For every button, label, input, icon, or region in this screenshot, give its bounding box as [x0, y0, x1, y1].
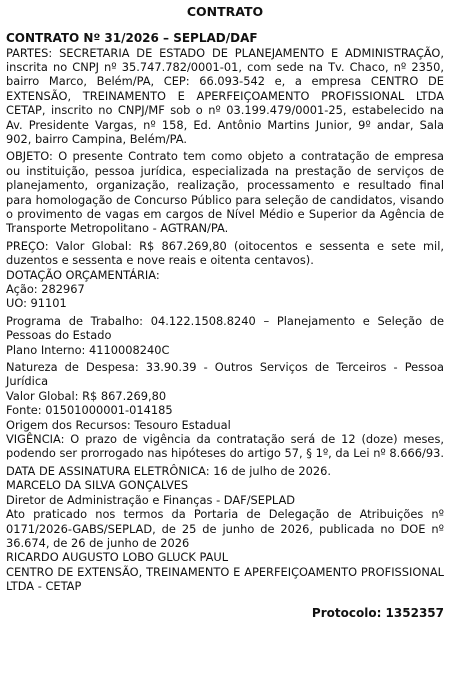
validity-paragraph: VIGÊNCIA: O prazo de vigência da contratação será de 12 (doze) meses, podendo ser prorrogado nas hipóteses do artigo 57, § 1º, da Lei nº 8.666/93.	[6, 432, 444, 461]
signatory-2-name: RICARDO AUGUSTO LOBO GLUCK PAUL	[6, 550, 229, 565]
budget-internal-plan: Plano Interno: 4110008240C	[6, 342, 170, 357]
signatory-1-name: MARCELO DA SILVA GONÇALVES	[6, 478, 189, 493]
signature-date: DATA DE ASSINATURA ELETRÔNICA: 16 de julho de 2026.	[6, 463, 332, 478]
budget-global-value: Valor Global: R$ 867.269,80	[6, 388, 167, 403]
parties-paragraph: PARTES: SECRETARIA DE ESTADO DE PLANEJAMENTO E ADMINISTRAÇÃO, inscrita no CNPJ nº 35.747.782/0001-01, com sede na Tv. Chaco, nº 2350, bairro Marco, Belém/PA, CEP: 66.093-542 e, a empresa CENTRO DE EXTENSÃO, TREINAMENTO E APERFEIÇOAMENTO PROFISSIONAL LTDA CETAP, inscrito no CNPJ/MF sob o nº 03.199.479/0001-25, estabelecido na Av. Presidente Vargas, nº 158, Ed. Antônio Martins Junior, 9º andar, Sala 902, bairro Campina, Belém/PA.	[6, 45, 444, 146]
budget-program: Programa de Trabalho: 04.122.1508.8240 – Planejamento e Seleção de Pessoas do Estado	[6, 313, 444, 343]
budget-expense-nature: Natureza de Despesa: 33.90.39 - Outros Serviços de Terceiros - Pessoa Jurídica	[6, 360, 444, 389]
budget-action: Ação: 282967	[6, 282, 85, 296]
contract-title: CONTRATO Nº 31/2026 – SEPLAD/DAF	[6, 31, 258, 45]
section-heading: CONTRATO	[186, 4, 264, 19]
budget-title: DOTAÇÃO ORÇAMENTÁRIA:	[6, 267, 160, 282]
price-paragraph: PREÇO: Valor Global: R$ 867.269,80 (oitocentos e sessenta e sete mil, duzentos e sessenta e nove reais e oitenta centavos).	[6, 238, 444, 268]
signatory-1	[6, 478, 444, 550]
budget-resource-origin: Origem dos Recursos: Tesouro Estadual	[6, 417, 231, 432]
budget-uo: UO: 91101	[6, 296, 67, 311]
signatory-2-company: CENTRO DE EXTENSÃO, TREINAMENTO E APERFEIÇOAMENTO PROFISSIONAL LTDA - CETAP	[6, 564, 444, 594]
protocol-number: Protocolo: 1352357	[311, 605, 444, 620]
signatory-2	[6, 550, 444, 593]
object-paragraph: OBJETO: O presente Contrato tem como objeto a contratação de empresa ou instituição, pessoa jurídica, especializada na prestação de serviços de planejamento, organização, realização, processamento e resultado final para homologação de Concurso Público para seleção de candidatos, visando o provimento de vagas em cargos de Nível Médio e Superior da Agência de Transporte Metropolitano - AGTRAN/PA.	[6, 149, 444, 236]
budget-section	[6, 268, 444, 432]
signatory-1-act: Ato praticado nos termos da Portaria de Delegação de Atribuições nº 0171/2026-GABS/SEPLAD, de 25 de junho de 2026, publicada no DOE nº 36.674, de 26 de junho de 2026	[6, 507, 444, 550]
budget-source: Fonte: 01501000001-014185	[6, 403, 173, 418]
signatory-1-role: Diretor de Administração e Finanças - DAF/SEPLAD	[6, 492, 296, 507]
